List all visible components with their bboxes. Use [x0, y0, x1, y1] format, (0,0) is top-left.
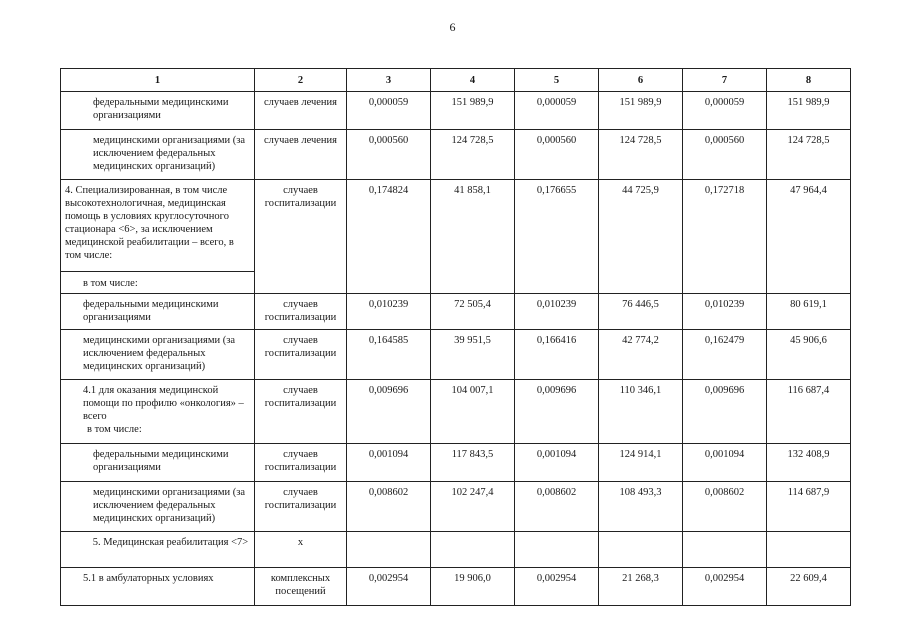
row-name: 4.1 для оказания медицинской помощи по профилю «онкология» – всего [83, 385, 244, 422]
cell-value: 0,164585 [347, 330, 431, 380]
cell-value: 124 728,5 [767, 130, 851, 180]
row-sub-label: в том числе: [87, 424, 142, 435]
cell-value: 0,162479 [683, 330, 767, 380]
cell-value: 102 247,4 [431, 482, 515, 532]
col-header: 1 [61, 69, 255, 92]
cell-value: 41 858,1 [431, 180, 515, 294]
cell-value: 151 989,9 [767, 92, 851, 130]
cell-value: 0,000560 [347, 130, 431, 180]
cell-value: 0,000059 [347, 92, 431, 130]
cell-value: 151 989,9 [431, 92, 515, 130]
cell-value: 0,008602 [347, 482, 431, 532]
cell-value: 0,001094 [347, 444, 431, 482]
cell-value: 0,002954 [515, 568, 599, 606]
col-header: 3 [347, 69, 431, 92]
cell-value: 19 906,0 [431, 568, 515, 606]
cell-value: 151 989,9 [599, 92, 683, 130]
col-header: 4 [431, 69, 515, 92]
cell-value: 45 906,6 [767, 330, 851, 380]
cell-value: 72 505,4 [431, 294, 515, 330]
cell-value: 108 493,3 [599, 482, 683, 532]
cell-value: 110 346,1 [599, 380, 683, 444]
cell-value: 0,009696 [347, 380, 431, 444]
row-unit: случаев госпитализации [255, 180, 347, 294]
cell-value: 0,172718 [683, 180, 767, 294]
cell-value: 132 408,9 [767, 444, 851, 482]
cell-value: 0,001094 [515, 444, 599, 482]
table-row [61, 568, 851, 606]
row-name: федеральными медицинскими организациями [61, 444, 255, 482]
row-unit: случаев госпитализации [255, 294, 347, 330]
col-header: 8 [767, 69, 851, 92]
table-row [61, 92, 851, 130]
row-unit: случаев лечения [255, 92, 347, 130]
cell-value [347, 532, 431, 568]
row-name: федеральными медицинскими организациями [61, 294, 255, 330]
cell-value: 0,000059 [683, 92, 767, 130]
cell-value: 114 687,9 [767, 482, 851, 532]
cell-value: 0,010239 [515, 294, 599, 330]
row-name: медицинскими организациями (за исключением федеральных медицинских организаций) [61, 130, 255, 180]
row-unit: случаев госпитализации [255, 482, 347, 532]
header-row [61, 69, 851, 92]
row-name: 5.1 в амбулаторных условиях [61, 568, 255, 606]
table-row [61, 444, 851, 482]
cell-value [599, 532, 683, 568]
cell-value [767, 532, 851, 568]
row-unit: случаев госпитализации [255, 444, 347, 482]
cell-value: 117 843,5 [431, 444, 515, 482]
row-sub-label: в том числе: [61, 272, 255, 294]
cell-value: 47 964,4 [767, 180, 851, 294]
cell-value: 0,000560 [683, 130, 767, 180]
cell-value: 0,010239 [347, 294, 431, 330]
cell-value: 0,009696 [683, 380, 767, 444]
row-name: медицинскими организациями (за исключением федеральных медицинских организаций) [61, 482, 255, 532]
col-header: 5 [515, 69, 599, 92]
col-header: 7 [683, 69, 767, 92]
page-number: 6 [449, 20, 456, 34]
row-name: 5. Медицинская реабилитация <7> [61, 532, 255, 568]
cell-value [683, 532, 767, 568]
table-row [61, 532, 851, 568]
cell-value: 0,166416 [515, 330, 599, 380]
table-row [61, 380, 851, 444]
cell-value [431, 532, 515, 568]
table-row [61, 130, 851, 180]
row-unit: х [255, 532, 347, 568]
table-row [61, 180, 851, 272]
row-unit: случаев госпитализации [255, 380, 347, 444]
col-header: 2 [255, 69, 347, 92]
cell-value: 0,000560 [515, 130, 599, 180]
cell-value: 0,002954 [683, 568, 767, 606]
cell-value: 44 725,9 [599, 180, 683, 294]
row-name-cell [61, 380, 255, 444]
cell-value: 76 446,5 [599, 294, 683, 330]
cell-value: 104 007,1 [431, 380, 515, 444]
cell-value: 116 687,4 [767, 380, 851, 444]
data-table [60, 68, 851, 606]
cell-value: 124 914,1 [599, 444, 683, 482]
row-name: медицинскими организациями (за исключением федеральных медицинских организаций) [61, 330, 255, 380]
row-name: 4. Специализированная, в том числе высокотехнологичная, медицинская помощь в условиях круглосуточного стационара <6>, за исключением медицинской реабилитации – всего, в том числе: [61, 180, 255, 272]
cell-value: 22 609,4 [767, 568, 851, 606]
table-row [61, 330, 851, 380]
cell-value: 21 268,3 [599, 568, 683, 606]
cell-value [515, 532, 599, 568]
cell-value: 124 728,5 [431, 130, 515, 180]
row-unit: случаев госпитализации [255, 330, 347, 380]
row-unit: случаев лечения [255, 130, 347, 180]
row-name: федеральными медицинскими организациями [61, 92, 255, 130]
cell-value: 80 619,1 [767, 294, 851, 330]
cell-value: 0,008602 [515, 482, 599, 532]
cell-value: 42 774,2 [599, 330, 683, 380]
table-row [61, 482, 851, 532]
cell-value: 0,002954 [347, 568, 431, 606]
table-row [61, 294, 851, 330]
row-unit: комплексных посещений [255, 568, 347, 606]
cell-value: 0,174824 [347, 180, 431, 294]
cell-value: 0,000059 [515, 92, 599, 130]
col-header: 6 [599, 69, 683, 92]
cell-value: 0,009696 [515, 380, 599, 444]
cell-value: 124 728,5 [599, 130, 683, 180]
cell-value: 0,010239 [683, 294, 767, 330]
cell-value: 39 951,5 [431, 330, 515, 380]
cell-value: 0,001094 [683, 444, 767, 482]
cell-value: 0,176655 [515, 180, 599, 294]
cell-value: 0,008602 [683, 482, 767, 532]
